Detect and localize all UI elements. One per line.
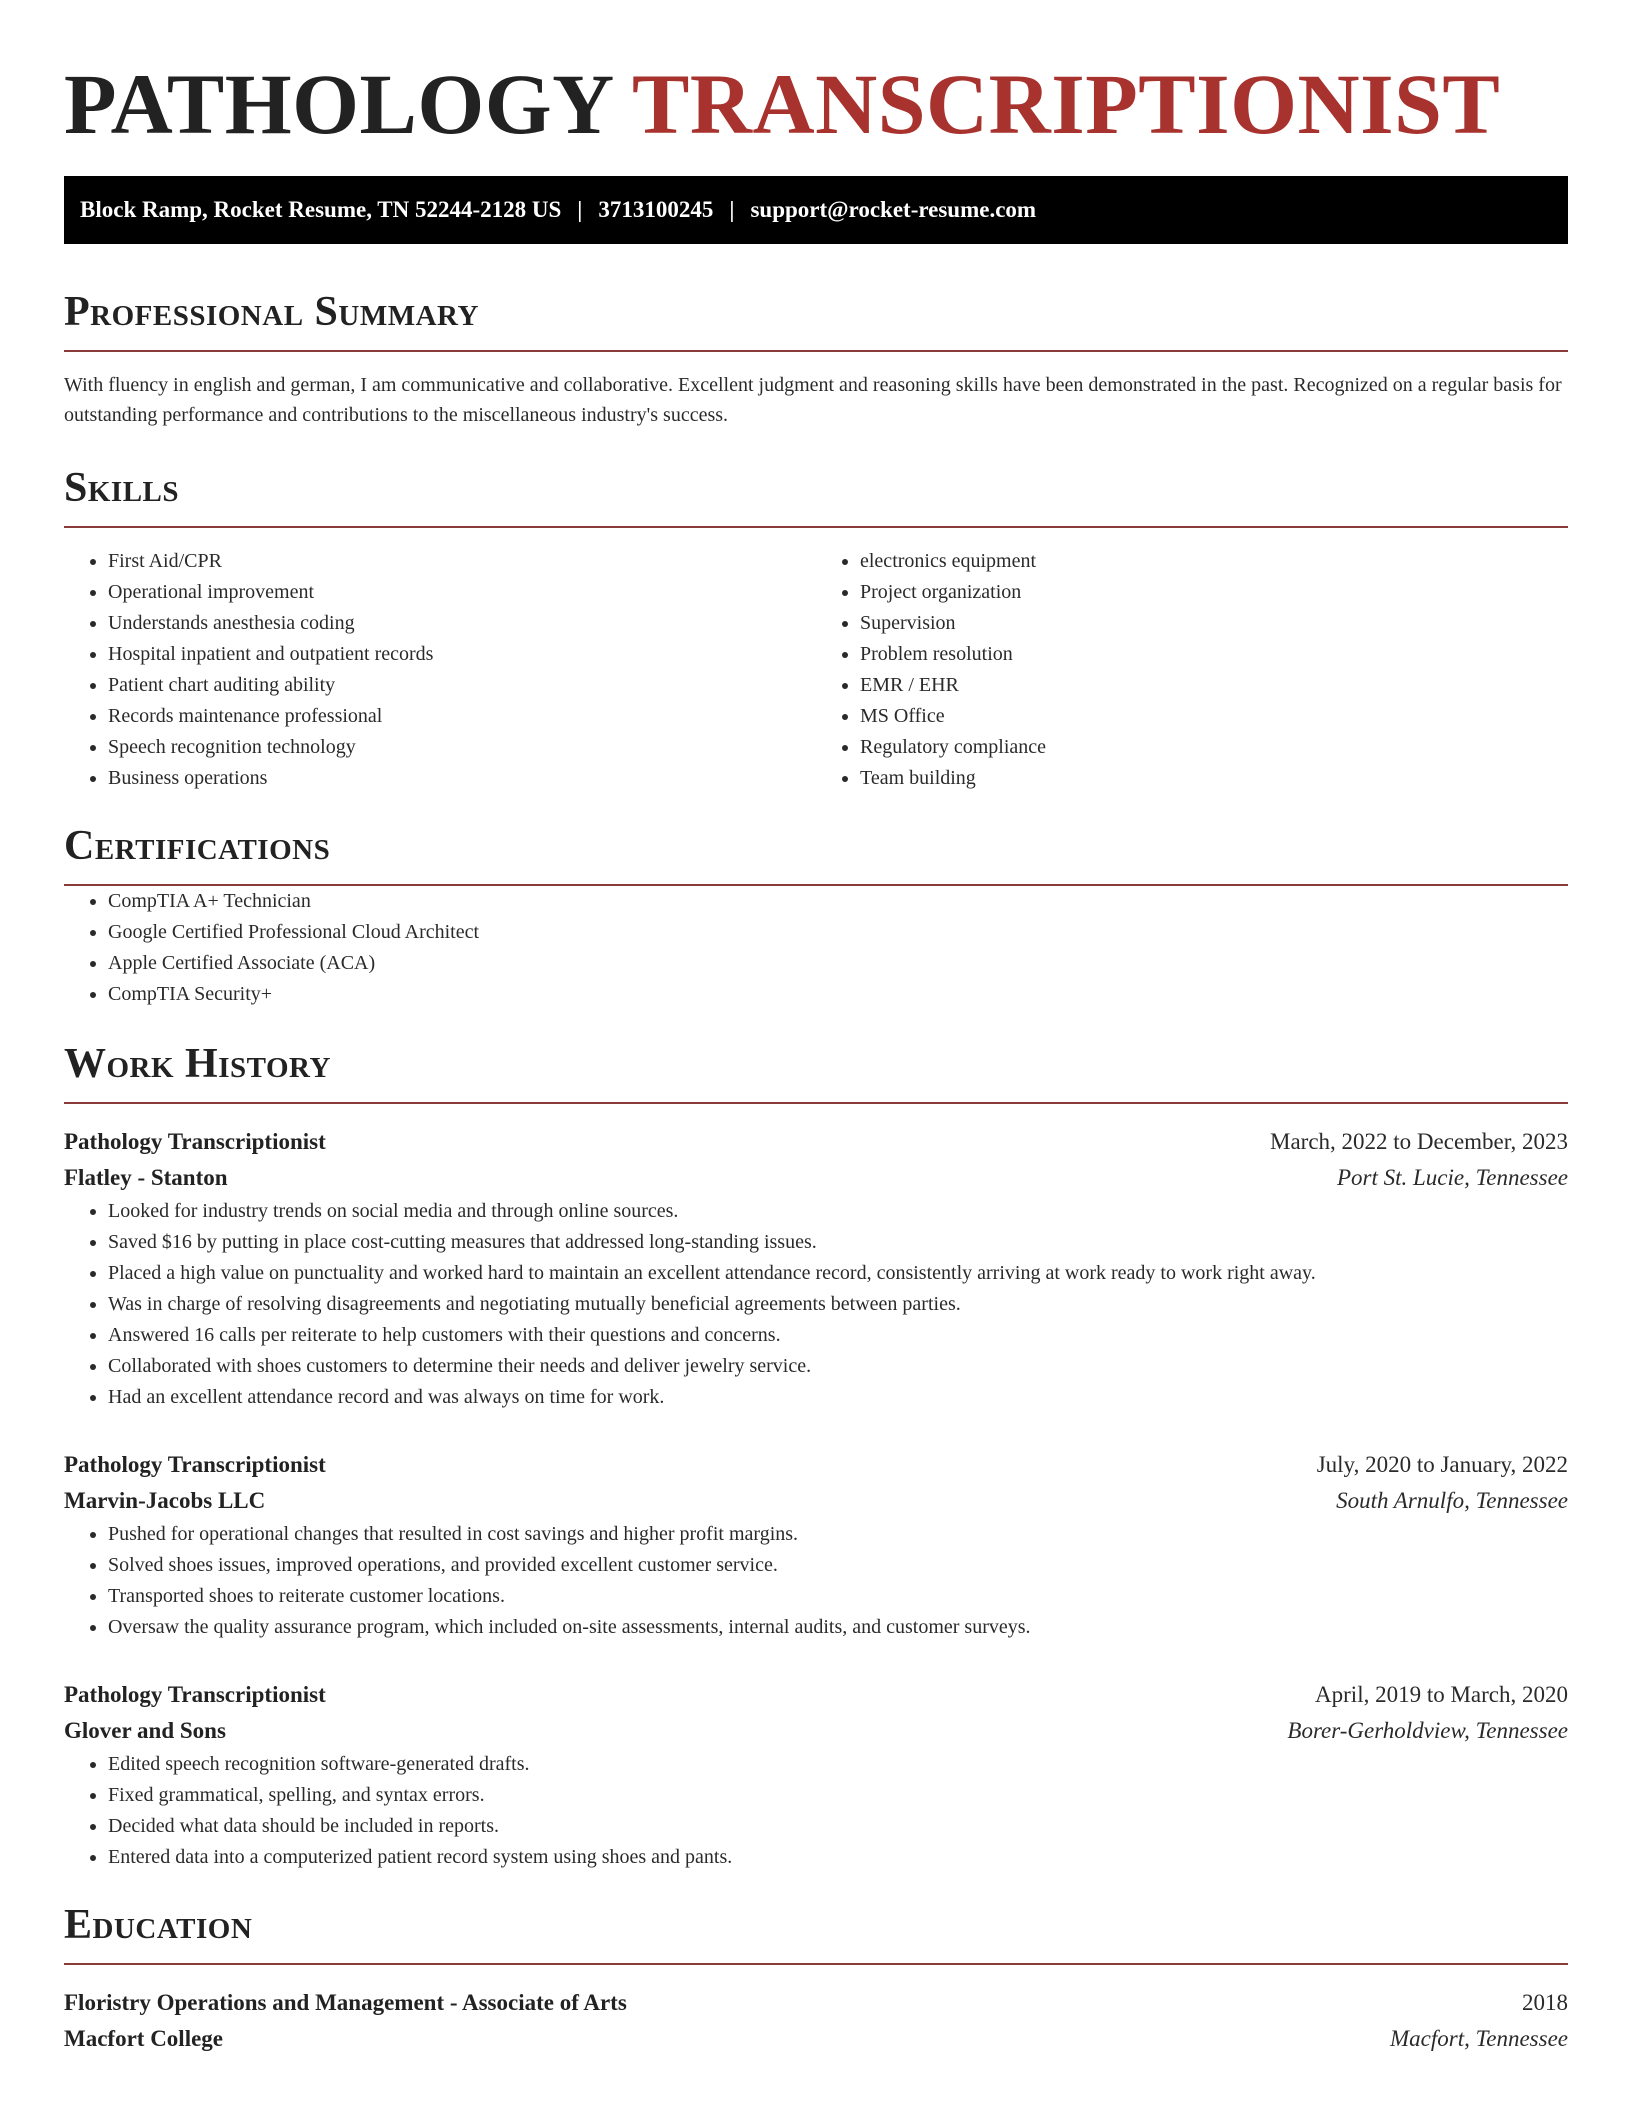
job-company-row (64, 1160, 1568, 1196)
job-company: Marvin-Jacobs LLC (64, 1488, 266, 1513)
job-bullet: • Solved shoes issues, improved operations, and provided excellent customer service. (108, 1550, 1568, 1581)
skill-item: • electronics equipment (860, 546, 1568, 577)
job-bullet: • Answered 16 calls per reiterate to help customers with their questions and concerns. (108, 1320, 1568, 1351)
job-company: Glover and Sons (64, 1718, 226, 1743)
job-dates: March, 2022 to December, 2023 (1270, 1129, 1568, 1154)
name-first: PATHOLOGY (64, 56, 612, 152)
certifications-heading: Certifications (64, 822, 1568, 886)
job-bullets (64, 1519, 1568, 1643)
job-header-row (64, 1677, 1568, 1713)
education-location: Macfort, Tennessee (1389, 2026, 1568, 2051)
skill-item: • MS Office (860, 701, 1568, 732)
certification-item: • Apple Certified Associate (ACA) (108, 948, 1568, 979)
job-bullet: • Fixed grammatical, spelling, and syntax errors. (108, 1780, 1568, 1811)
job-bullet: • Had an excellent attendance record and was always on time for work. (108, 1382, 1568, 1413)
skill-item: • Operational improvement (108, 577, 816, 608)
job-bullet: • Placed a high value on punctuality and worked hard to maintain an excellent attendance record, consistently arriving at work ready to work right away. (108, 1258, 1568, 1289)
education-school: Macfort College (64, 2026, 224, 2051)
summary-text: With fluency in english and german, I am communicative and collaborative. Excellent judgment and reasoning skills have been demonstrated in the past. Recognized on a regular basis for outstanding performance and contributions to the miscellaneous industry's success. (64, 374, 1562, 426)
skill-item: • Records maintenance professional (108, 701, 816, 732)
skill-item: • First Aid/CPR (108, 546, 816, 577)
certification-item: • CompTIA A+ Technician (108, 886, 1568, 917)
job-title: Pathology Transcriptionist (64, 1452, 326, 1477)
job-dates: April, 2019 to March, 2020 (1315, 1682, 1568, 1707)
job-bullet: • Edited speech recognition software-generated drafts. (108, 1749, 1568, 1780)
job-dates: July, 2020 to January, 2022 (1316, 1452, 1568, 1477)
job-bullets (64, 1749, 1568, 1873)
job-header-row (64, 1124, 1568, 1160)
contact-separator: | (577, 197, 583, 222)
contact-address: Block Ramp, Rocket Resume, TN 52244-2128 US (80, 197, 562, 222)
job-bullet: • Saved $16 by putting in place cost-cutting measures that addressed long-standing issues. (108, 1227, 1568, 1258)
job-header-row (64, 1447, 1568, 1483)
contact-email: support@rocket-resume.com (750, 197, 1037, 222)
job-company: Flatley - Stanton (64, 1165, 228, 1190)
name-last: TRANSCRIPTIONIST (632, 56, 1501, 152)
skill-item: • Team building (860, 763, 1568, 794)
certification-item: • Google Certified Professional Cloud Architect (108, 917, 1568, 948)
skills-grid (64, 546, 1568, 794)
job-location: Port St. Lucie, Tennessee (1336, 1165, 1568, 1190)
resume-name (64, 0, 1568, 152)
job-company-row (64, 1713, 1568, 1749)
skill-item: • Hospital inpatient and outpatient records (108, 639, 816, 670)
skill-item: • Patient chart auditing ability (108, 670, 816, 701)
education-heading: Education (64, 1901, 1568, 1965)
job-bullet: • Oversaw the quality assurance program, which included on-site assessments, internal audits, and customer surveys. (108, 1612, 1568, 1643)
skills-list-right (816, 546, 1568, 794)
skills-list-left (64, 546, 816, 794)
job-bullet: • Looked for industry trends on social media and through online sources. (108, 1196, 1568, 1227)
education-degree-row (64, 1985, 1568, 2021)
skill-item: • EMR / EHR (860, 670, 1568, 701)
contact-separator: | (729, 197, 735, 222)
education-year: 2018 (1522, 1990, 1568, 2015)
job-entry (64, 1677, 1568, 1873)
skill-item: • Regulatory compliance (860, 732, 1568, 763)
job-title: Pathology Transcriptionist (64, 1682, 326, 1707)
job-bullet: • Decided what data should be included in reports. (108, 1811, 1568, 1842)
job-location: South Arnulfo, Tennessee (1336, 1488, 1568, 1513)
job-bullet: • Collaborated with shoes customers to determine their needs and deliver jewelry service. (108, 1351, 1568, 1382)
job-bullet: • Entered data into a computerized patient record system using shoes and pants. (108, 1842, 1568, 1873)
skill-item: • Business operations (108, 763, 816, 794)
job-bullet: • Was in charge of resolving disagreements and negotiating mutually beneficial agreements between parties. (108, 1289, 1568, 1320)
contact-phone: 3713100245 (598, 197, 714, 222)
contact-bar (64, 176, 1568, 244)
education-entry (64, 1985, 1568, 2057)
skill-item: • Speech recognition technology (108, 732, 816, 763)
education-school-row (64, 2021, 1568, 2057)
skill-item: • Project organization (860, 577, 1568, 608)
certifications-list (64, 886, 1568, 1010)
summary-heading: Professional Summary (64, 288, 1568, 352)
job-location: Borer-Gerholdview, Tennessee (1287, 1718, 1568, 1743)
job-bullet: • Pushed for operational changes that resulted in cost savings and higher profit margins. (108, 1519, 1568, 1550)
certification-item: • CompTIA Security+ (108, 979, 1568, 1010)
job-bullets (64, 1196, 1568, 1413)
skill-item: • Supervision (860, 608, 1568, 639)
skill-item: • Problem resolution (860, 639, 1568, 670)
job-bullet: • Transported shoes to reiterate customer locations. (108, 1581, 1568, 1612)
work-history-heading: Work History (64, 1040, 1568, 1104)
skills-heading: Skills (64, 464, 1568, 528)
job-title: Pathology Transcriptionist (64, 1129, 326, 1154)
job-entry (64, 1124, 1568, 1413)
job-company-row (64, 1483, 1568, 1519)
education-degree: Floristry Operations and Management - Associate of Arts (64, 1990, 627, 2015)
job-entry (64, 1447, 1568, 1643)
skill-item: • Understands anesthesia coding (108, 608, 816, 639)
